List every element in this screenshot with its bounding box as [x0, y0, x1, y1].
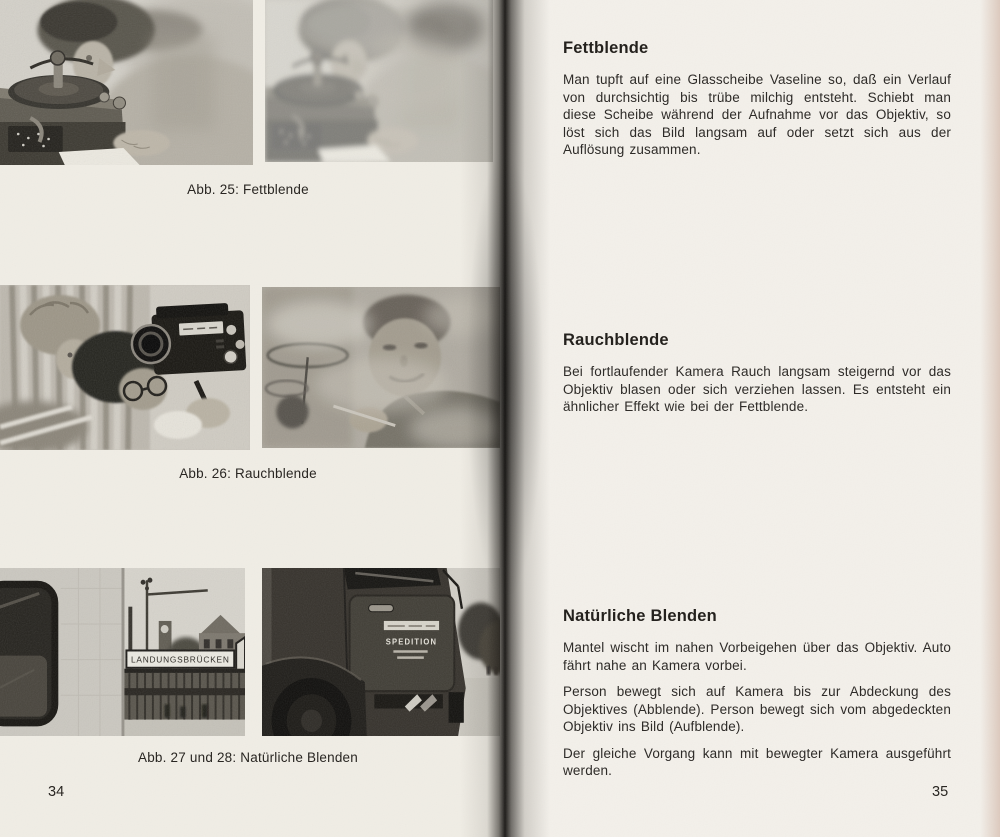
- photo-grain: [262, 568, 500, 736]
- paragraph: Bei fortlaufender Kamera Rauch langsam steigernd vor das Objektiv blasen oder sich verziehen lassen. Es entsteht ein ähnlicher Effekt wie bei der Fettblende.: [563, 364, 951, 414]
- section-heading-rauchblende: Rauchblende: [563, 331, 669, 349]
- photo-fettblende-before: [0, 0, 253, 165]
- photo-grain: [0, 568, 245, 736]
- photo-grain: [0, 285, 250, 450]
- photo-grain: [262, 287, 500, 448]
- photo-rauchblende-smoke: [262, 287, 500, 448]
- paragraph: Person bewegt sich auf Kamera bis zur Abdeckung des Objektives (Abblende). Person bewegt sich vom abgedeckten Objektiv ins Bild (Aufblende).: [563, 684, 951, 734]
- photo-natuerliche-blende-station: [0, 568, 245, 736]
- photo-grain: [265, 0, 493, 162]
- photo-rauchblende-camera: [0, 285, 250, 450]
- section-natuerliche-blenden: [563, 606, 951, 789]
- station-sign-text: LANDUNGSBRÜCKEN: [130, 654, 230, 665]
- section-fettblende: [563, 38, 951, 168]
- photo-fettblende-after: [265, 0, 493, 162]
- section-heading-fettblende: Fettblende: [563, 39, 649, 57]
- page-number-left: 34: [48, 784, 65, 800]
- figure-caption-25: Abb. 25: Fettblende: [187, 182, 309, 197]
- section-rauchblende: [563, 330, 951, 425]
- paragraph: Man tupft auf eine Glasscheibe Vaseline so, daß ein Verlauf von durchsichtig bis trübe milchig entsteht. Schiebt man diese Scheibe während der Aufnahme vor das Objektiv, so löst sich das Bild langsam auf oder setzt sich aus der Auflösung zusammen.: [563, 72, 951, 157]
- page-right: [508, 0, 1000, 837]
- paragraph: Mantel wischt im nahen Vorbeigehen über das Objektiv. Auto fährt nahe an Kamera vorbei.: [563, 640, 951, 673]
- section-heading-natuerliche-blenden: Natürliche Blenden: [563, 607, 717, 625]
- figure-caption-27-28: Abb. 27 und 28: Natürliche Blenden: [138, 750, 358, 765]
- photo-natuerliche-blende-truck: [262, 568, 500, 736]
- figure-caption-26: Abb. 26: Rauchblende: [179, 466, 317, 481]
- photo-grain: [0, 0, 253, 165]
- paragraph: Der gleiche Vorgang kann mit bewegter Kamera ausgeführt werden.: [563, 745, 951, 778]
- page-number-right: 35: [932, 784, 949, 800]
- truck-sign-text: SPEDITION: [385, 637, 438, 647]
